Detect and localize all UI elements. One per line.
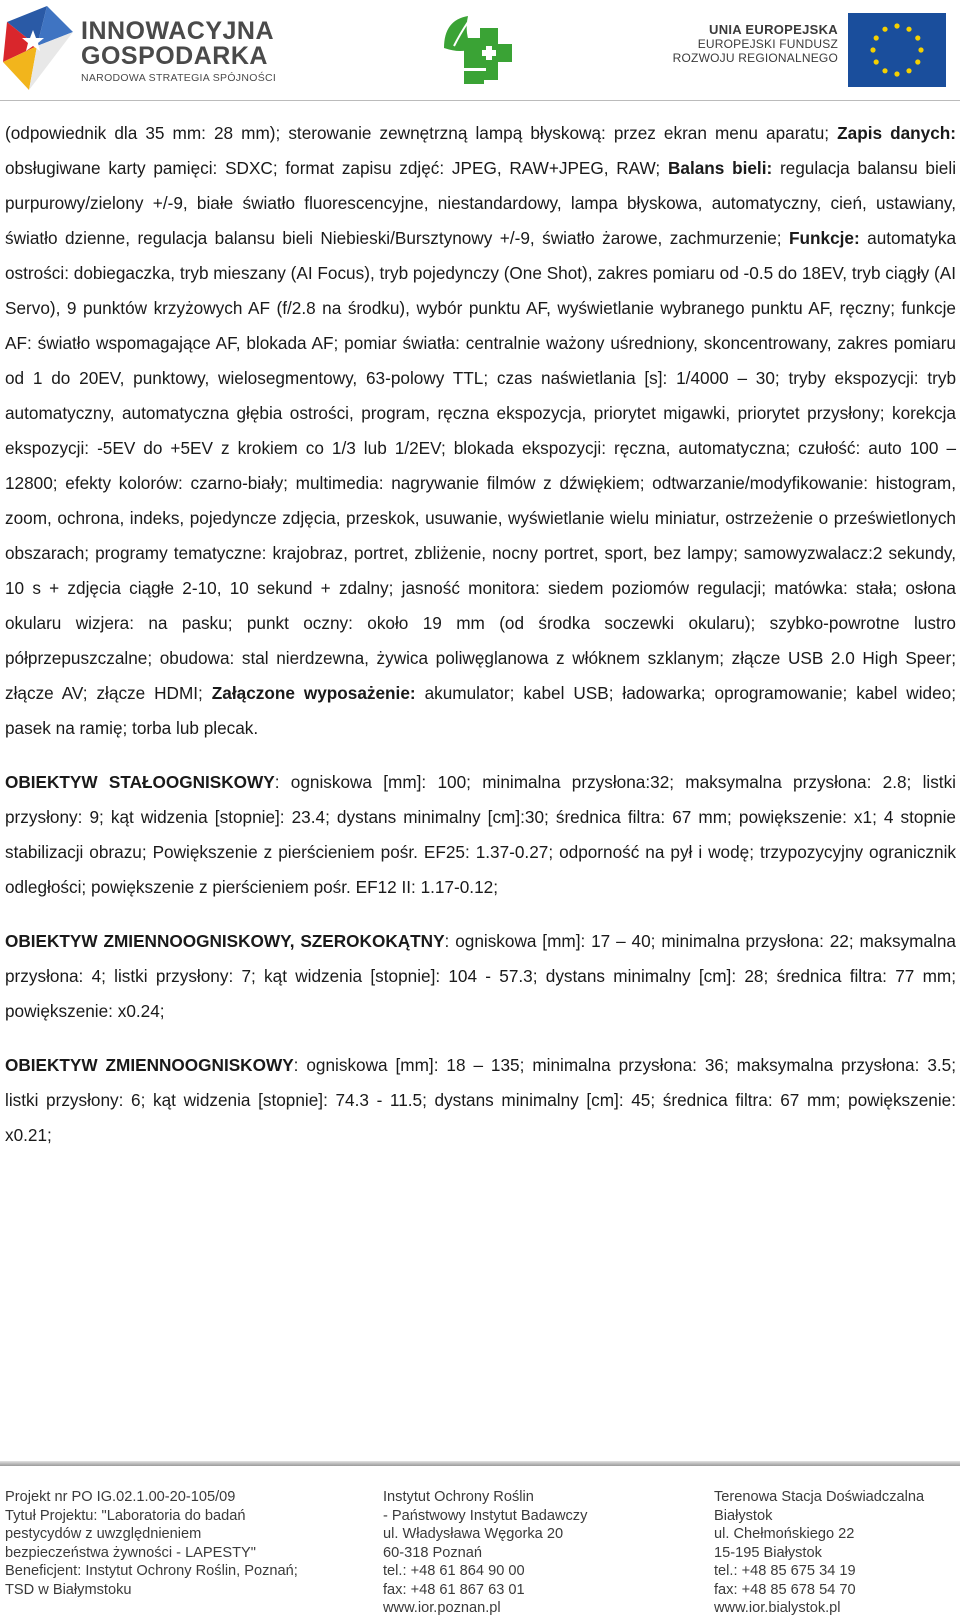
ig-logo-line3: NARODOWA STRATEGIA SPÓJNOŚCI <box>81 72 277 84</box>
footer-line: Tytuł Projektu: "Laboratoria do badań <box>5 1507 246 1524</box>
zoom-lens-paragraph <box>5 1048 956 1153</box>
footer-line: Instytut Ochrony Roślin <box>383 1489 534 1505</box>
text-run: : ogniskowa [mm]: 100; minimalna przysłona:32; maksymalna przysłona: 2.8; listki przysłony: 9; kąt widzenia [stopnie]: 23.4; dystans minimalny [cm]:30; średnica filtra: 67 mm; powiększenie: x1; 4 stopnie stabilizacji obrazu; Powiększenie z pierścieniem pośr. EF25: 1.37-0.27; odporność na pył i wodę; trzypozycyjny ogranicznik odległości; powiększenie z pierścieniem pośr. EF12 II: 1.17-0.12; <box>5 772 956 897</box>
footer-institute-address <box>383 1488 587 1618</box>
section-label-data-storage: Zapis danych: <box>837 123 956 143</box>
section-label-included-equipment: Załączone wyposażenie: <box>211 683 416 703</box>
footer-divider <box>0 1461 960 1466</box>
header-divider <box>0 100 960 101</box>
innowacyjna-gospodarka-logo <box>3 2 293 94</box>
text-run: obsługiwane karty pamięci: SDXC; format zapisu zdjęć: JPEG, RAW+JPEG, RAW; <box>5 158 668 178</box>
footer-line: Projekt nr PO IG.02.1.00-20-105/09 <box>5 1489 236 1505</box>
wide-zoom-lens-paragraph <box>5 924 956 1029</box>
text-run: automatyka ostrości: dobiegaczka, tryb mieszany (AI Focus), tryb pojedynczy (One Shot), zakres pomiaru od -0.5 do 18EV, tryb ciągły (AI Servo), 9 punktów krzyżowych AF (f/2.8 na środku), wybór punktu AF, wyświetlanie wybranego punktu AF, ręczny; funkcje AF: światło wspomagające AF, blokada AF; pomiar światła: centralnie ważony uśredniony, skoncentrowany, zakres pomiaru od 1 do 20EV, punktowy, wielosegmentowy, 63-polowy TTL; czas naświetlania [s]: 1/4000 – 30; tryby ekspozycji: tryb automatyczny, automatyczna głębia ostrości, program, ręczna ekspozycja, priorytet migawki, priorytet przysłony; korekcja ekspozycji: -5EV do +5EV z krokiem co 1/3 lub 1/2EV; blokada ekspozycji: ręczna, automatyczna; czułość: auto 100 – 12800; efekty kolorów: czarno-biały; multimedia: nagrywanie filmów z dźwiękiem; odtwarzanie/modyfikowanie: histogram, zoom, ochrona, indeks, pojedyncze zdjęcia, przeskok, usuwanie, wyświetlanie wielu miniatur, ostrzeżenie o prześwietlonych obszarach; programy tematyczne: krajobraz, portret, zbliżenie, nocny portret, sport, bez lampy; samowyzwalacz:2 sekundy, 10 s + zdjęcia ciągłe 2-10, 10 sekund + zdalny; jasność monitora: siedem poziomów regulacji; matówka: stała; osłona okularu wizjera: na pasku; punkt oczny: około 19 mm (od środka soczewki okularu); szybko-powrotne lustro półprzepuszczalne; obudowa: stal nierdzewna, żywica poliwęglanowa z włóknem szklanym; złącze USB 2.0 High Speer; złącze AV; złącze HDMI; <box>5 228 957 703</box>
footer-line: ul. Chełmońskiego 22 <box>714 1526 855 1542</box>
footer-link[interactable]: www.ior.poznan.pl <box>383 1600 501 1616</box>
eu-logo-line1: UNIA EUROPEJSKA <box>709 22 838 37</box>
footer-line: tel.: +48 85 675 34 19 <box>714 1563 856 1579</box>
footer-line: tel.: +48 61 864 90 00 <box>383 1563 525 1579</box>
text-run: : ogniskowa [mm]: 18 – 135; minimalna przysłona: 36; maksymalna przysłona: 3.5; listki przysłony: 6; kąt widzenia [stopnie]: 74.3 - 11.5; dystans minimalny [cm]: 45; średnica filtra: 67 mm; powiększenie: x0.21; <box>5 1055 956 1145</box>
eu-logo-line3: ROZWOJU REGIONALNEGO <box>672 50 838 65</box>
eu-logo-line2: EUROPEJSKI FUNDUSZ <box>697 36 838 51</box>
plant-cross-icon <box>434 8 514 86</box>
footer-line: ul. Władysława Węgorka 20 <box>383 1526 564 1542</box>
footer-line: Terenowa Stacja Doświadczalna <box>714 1489 925 1505</box>
ig-logo-line1: INNOWACYJNA <box>81 17 275 45</box>
text-run: (odpowiednik dla 35 mm: 28 mm); sterowanie zewnętrzną lampą błyskową: przez ekran menu aparatu; <box>5 123 838 143</box>
text-run: : ogniskowa [mm]: 17 – 40; minimalna przysłona: 22; maksymalna przysłona: 4; listki przysłony: 7; kąt widzenia [stopnie]: 104 - 57.3; dystans minimalny [cm]: 28; średnica filtra: 77 mm; powiększenie: x0.24; <box>5 931 956 1021</box>
footer-line: Beneficjent: Instytut Ochrony Roślin, Poznań; <box>5 1563 298 1579</box>
section-label-functions: Funkcje: <box>789 228 860 248</box>
footer-line: pestycydów z uwzględnieniem <box>5 1526 202 1542</box>
page-header <box>0 0 960 100</box>
footer-link[interactable]: www.ior.bialystok.pl <box>714 1600 841 1616</box>
ig-logo-line2: GOSPODARKA <box>81 42 268 70</box>
section-label-prime-lens: OBIEKTYW STAŁOOGNISKOWY <box>5 772 275 792</box>
footer-line: fax: +48 61 867 63 01 <box>383 1581 525 1598</box>
footer-line: fax: +48 85 678 54 70 <box>714 1581 856 1598</box>
section-label-zoom-lens: OBIEKTYW ZMIENNOOGNISKOWY <box>5 1055 294 1075</box>
footer-line: Białystok <box>714 1507 773 1524</box>
footer-line: bezpieczeństwa żywności - LAPESTY" <box>5 1544 256 1561</box>
institute-emblem-logo <box>434 8 514 86</box>
footer-station-address <box>714 1488 924 1618</box>
text-run: akumulator; kabel USB; ładowarka; oprogramowanie; kabel wideo; pasek na ramię; torba lub plecak. <box>5 683 956 738</box>
eu-flag-icon <box>848 13 946 87</box>
prime-lens-paragraph <box>5 765 956 905</box>
footer-line: - Państwowy Instytut Badawczy <box>383 1507 588 1524</box>
section-label-wide-zoom-lens: OBIEKTYW ZMIENNOOGNISKOWY, SZEROKOKĄTNY <box>5 931 445 951</box>
footer-project-info <box>5 1488 298 1599</box>
section-label-white-balance: Balans bieli: <box>667 158 773 178</box>
camera-spec-paragraph <box>5 116 956 746</box>
ig-emblem-icon <box>3 2 77 94</box>
footer-line: 15-195 Białystok <box>714 1544 822 1561</box>
text-run: regulacja balansu bieli purpurowy/zielony +/-9, białe światło fluorescencyjne, niestandardowy, lampa błyskowa, automatyczny, cień, ustawiany, światło dzienne, regulacja balansu bieli Niebieski/Bursztynowy +/-9, światło żarowe, zachmurzenie; <box>5 158 957 248</box>
footer-line: TSD w Białymstoku <box>5 1581 132 1598</box>
document-body <box>5 116 956 1153</box>
eu-fund-logo <box>660 13 956 87</box>
footer-line: 60-318 Poznań <box>383 1544 482 1561</box>
